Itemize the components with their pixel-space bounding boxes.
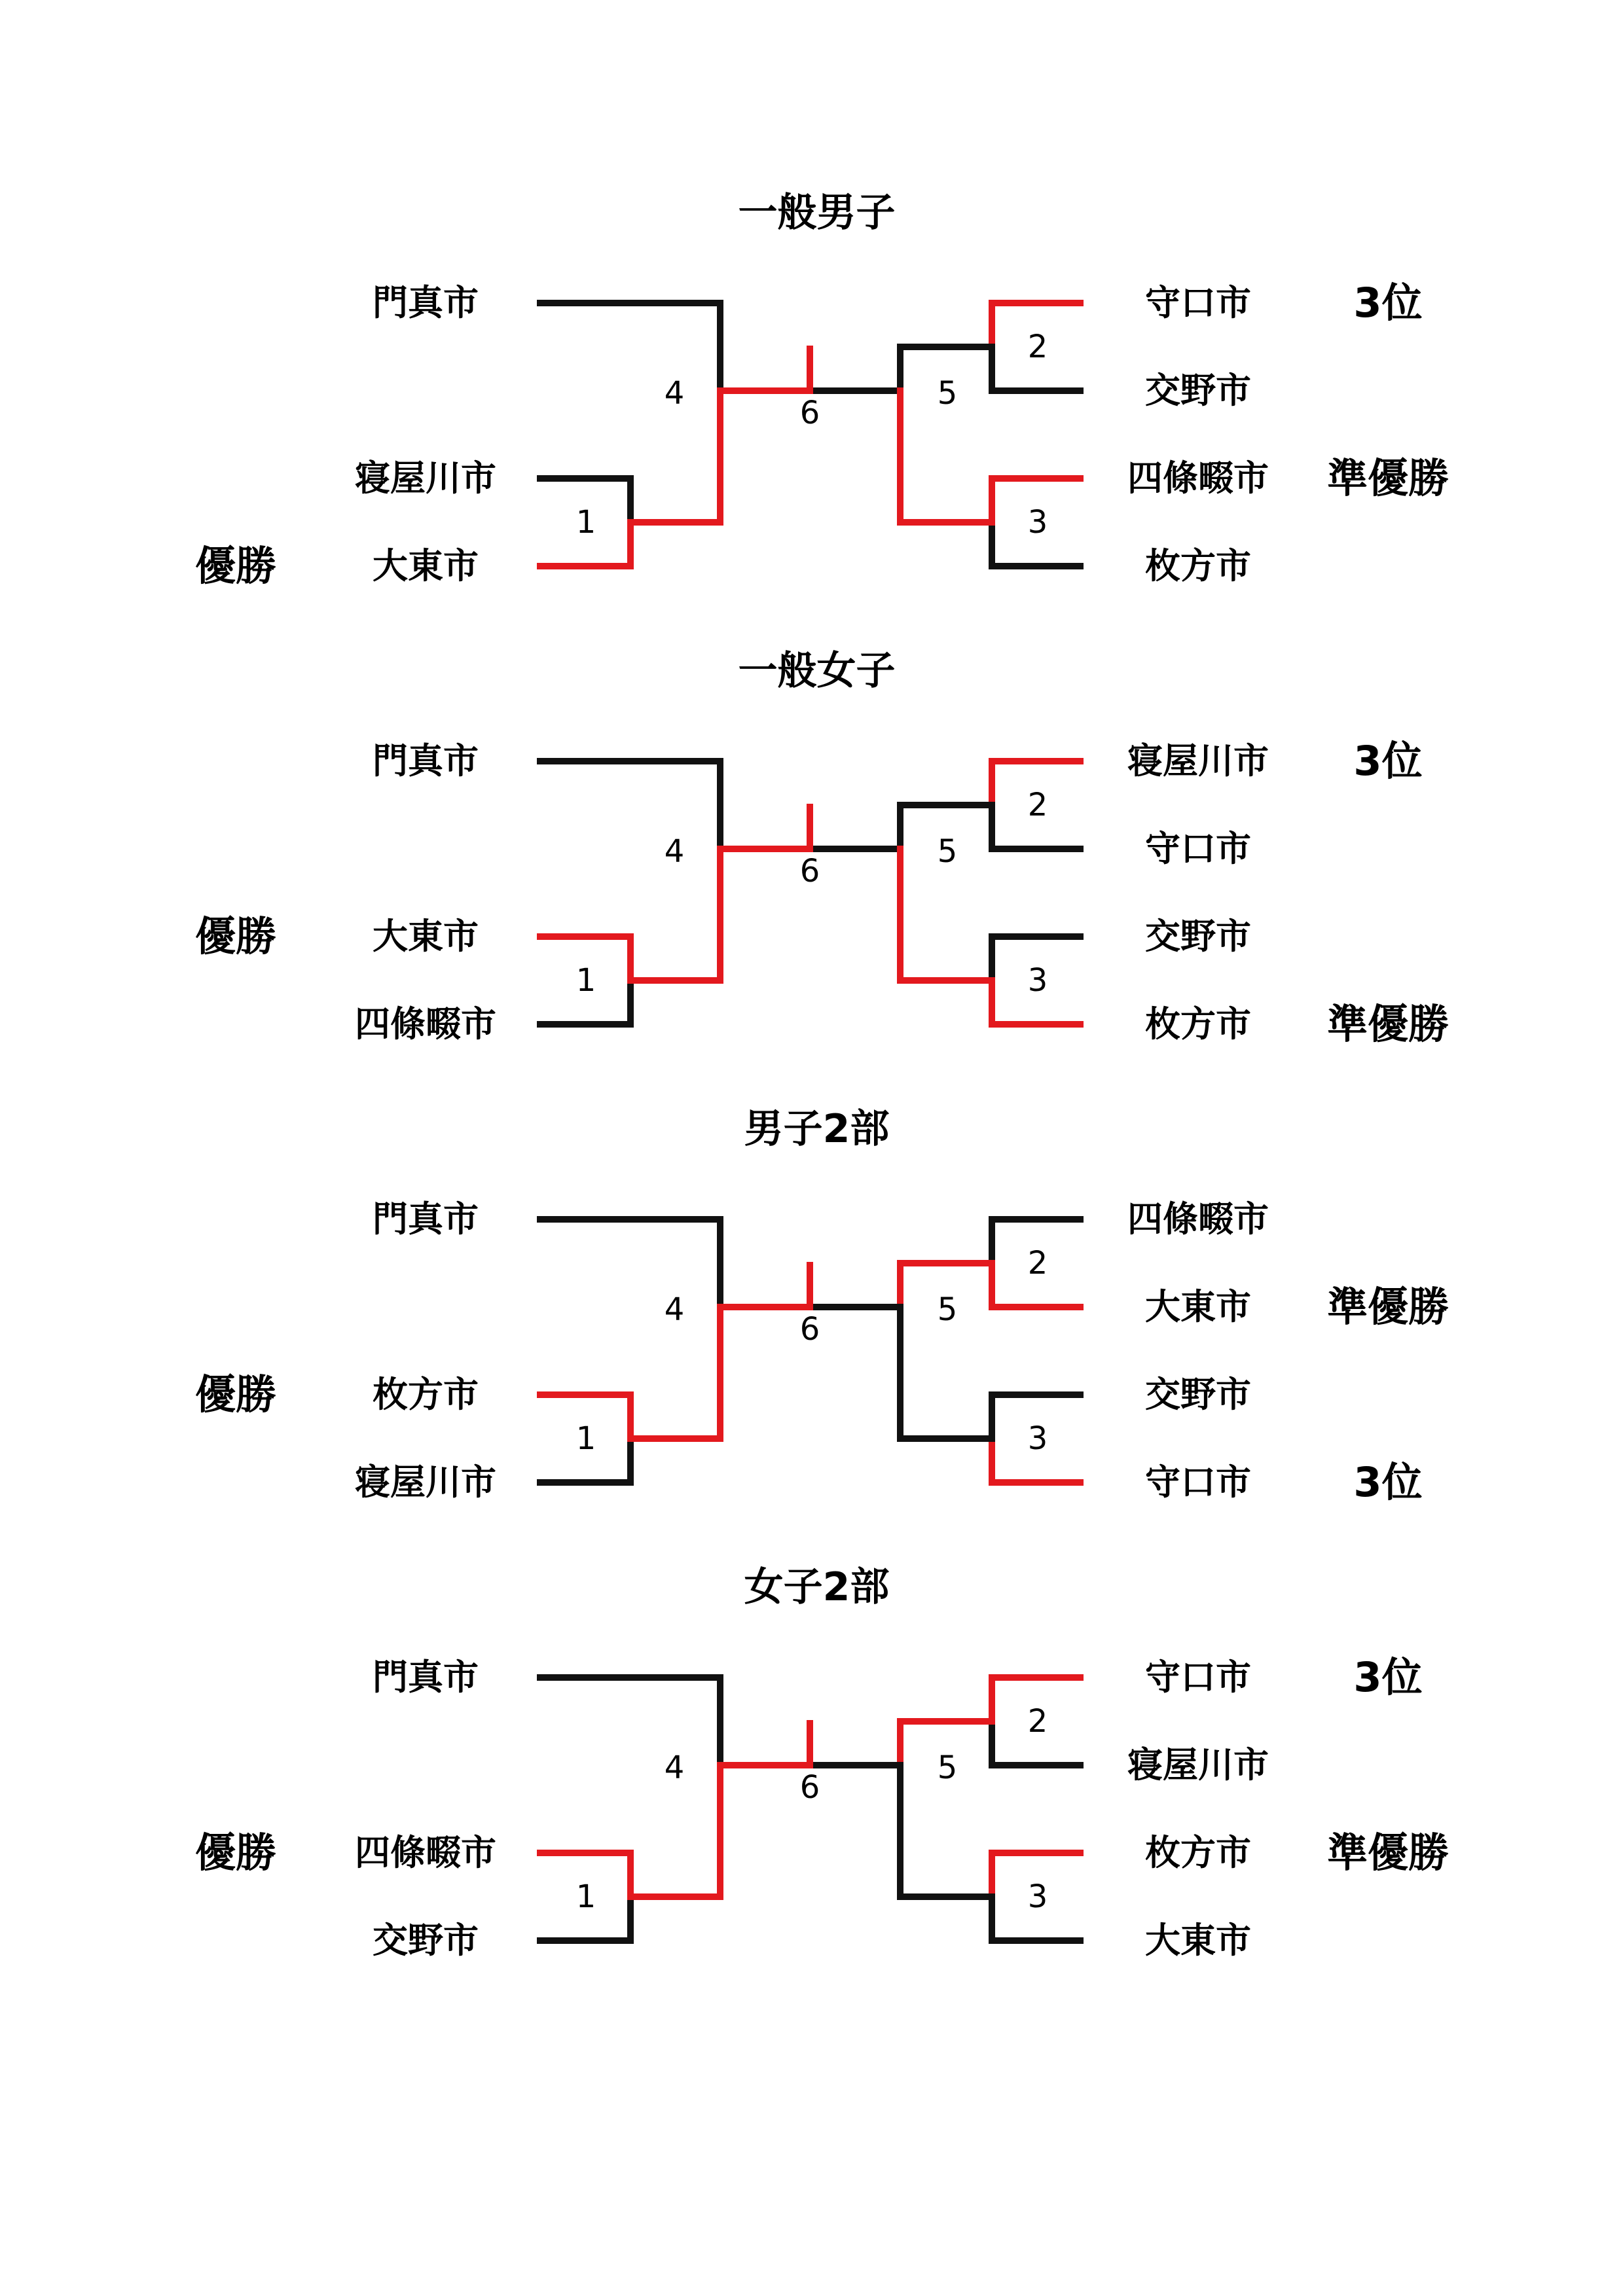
- team-name-right: 交野市: [1145, 1374, 1251, 1415]
- team-name-right: 守口市: [1145, 282, 1251, 323]
- match-number-m5: 5: [937, 1291, 958, 1328]
- placement-label-right: 準優勝: [1326, 1829, 1450, 1876]
- placement-label-left: 優勝: [194, 912, 277, 960]
- team-name-right: 守口市: [1145, 1462, 1251, 1503]
- team-name-right: 守口市: [1145, 828, 1251, 869]
- team-name-left: 四條畷市: [355, 1003, 496, 1045]
- bracket-title-text: 一般女子: [738, 648, 896, 694]
- placement-label-left: 優勝: [194, 542, 277, 590]
- match-number-m1: 1: [575, 1878, 596, 1915]
- team-name-left: 大東市: [373, 916, 479, 957]
- team-name-right: 交野市: [1145, 916, 1251, 957]
- bracket-lines: [0, 684, 1623, 1142]
- match-number-m3: 3: [1027, 504, 1048, 541]
- placement-label-right: 準優勝: [1326, 1283, 1450, 1331]
- match-number-m1: 1: [575, 1420, 596, 1457]
- team-name-left: 大東市: [373, 545, 479, 586]
- match-number-m4: 4: [664, 1291, 685, 1328]
- team-name-right: 交野市: [1145, 370, 1251, 411]
- team-name-left: 門真市: [373, 282, 479, 323]
- placement-label-right: 準優勝: [1326, 454, 1450, 502]
- match-number-m4: 4: [664, 1749, 685, 1786]
- team-name-right: 大東市: [1145, 1286, 1251, 1327]
- bracket-title-text: 一般男子: [738, 190, 896, 236]
- bracket-lines: [0, 226, 1623, 684]
- match-number-m1: 1: [575, 962, 596, 999]
- team-name-left: 交野市: [373, 1920, 479, 1961]
- match-number-m4: 4: [664, 833, 685, 870]
- match-number-m2: 2: [1027, 1245, 1048, 1282]
- team-name-right: 寝屋川市: [1127, 1744, 1269, 1785]
- placement-label-left: 優勝: [194, 1829, 277, 1876]
- team-name-left: 門真市: [373, 740, 479, 781]
- bracket-block: [0, 190, 1623, 684]
- bracket-block: [0, 1564, 1623, 2058]
- team-name-right: 枚方市: [1145, 545, 1251, 586]
- team-name-right: 守口市: [1145, 1657, 1251, 1698]
- team-name-right: 枚方市: [1145, 1003, 1251, 1045]
- match-number-m6: 6: [799, 395, 820, 431]
- team-name-left: 門真市: [373, 1657, 479, 1698]
- bracket-block: [0, 1106, 1623, 1600]
- team-name-left: 寝屋川市: [355, 457, 496, 499]
- team-name-right: 四條畷市: [1127, 457, 1269, 499]
- team-name-left: 門真市: [373, 1198, 479, 1240]
- match-number-m6: 6: [799, 853, 820, 889]
- team-name-right: 大東市: [1145, 1920, 1251, 1961]
- bracket-block: [0, 648, 1623, 1142]
- match-number-m1: 1: [575, 504, 596, 541]
- match-number-m5: 5: [937, 833, 958, 870]
- team-name-right: 枚方市: [1145, 1832, 1251, 1873]
- match-number-m2: 2: [1027, 1703, 1048, 1740]
- team-name-left: 枚方市: [373, 1374, 479, 1415]
- match-number-m4: 4: [664, 375, 685, 412]
- bracket-lines: [0, 1142, 1623, 1600]
- match-number-m6: 6: [799, 1769, 820, 1806]
- match-number-m2: 2: [1027, 329, 1048, 365]
- match-number-m2: 2: [1027, 787, 1048, 823]
- placement-label-right: 3位: [1353, 279, 1423, 327]
- bracket-title-text: 男子2部: [744, 1106, 890, 1152]
- team-name-right: 寝屋川市: [1127, 740, 1269, 781]
- team-name-left: 寝屋川市: [355, 1462, 496, 1503]
- bracket-title-text: 女子2部: [744, 1564, 890, 1610]
- match-number-m5: 5: [937, 1749, 958, 1786]
- placement-label-right: 準優勝: [1326, 1000, 1450, 1048]
- placement-label-right: 3位: [1353, 1653, 1423, 1701]
- match-number-m3: 3: [1027, 1878, 1048, 1915]
- bracket-lines: [0, 1600, 1623, 2058]
- match-number-m3: 3: [1027, 1420, 1048, 1457]
- placement-label-right: 3位: [1353, 1458, 1423, 1506]
- match-number-m5: 5: [937, 375, 958, 412]
- match-number-m6: 6: [799, 1311, 820, 1348]
- placement-label-left: 優勝: [194, 1371, 277, 1418]
- placement-label-right: 3位: [1353, 737, 1423, 785]
- team-name-right: 四條畷市: [1127, 1198, 1269, 1240]
- team-name-left: 四條畷市: [355, 1832, 496, 1873]
- match-number-m3: 3: [1027, 962, 1048, 999]
